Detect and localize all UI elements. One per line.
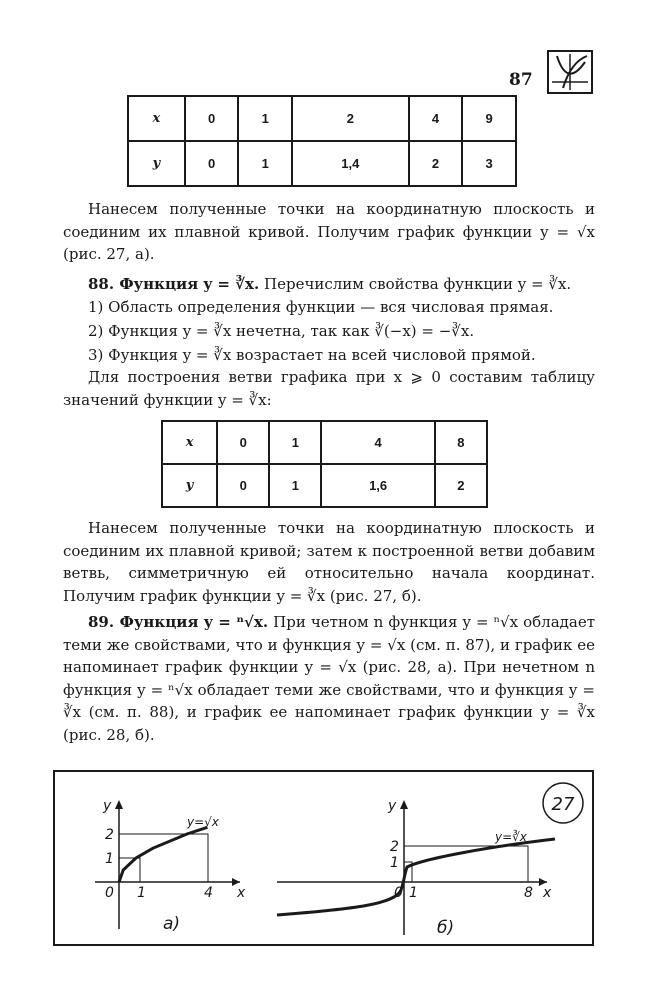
- table-cell: 0: [185, 141, 239, 186]
- function-label: y=∛x: [495, 830, 527, 844]
- table-cell: 2: [292, 96, 409, 141]
- table-cell: 0: [217, 421, 269, 464]
- table-header-y: y: [162, 464, 217, 507]
- caption-b: б): [437, 918, 455, 938]
- table-cell: 1: [269, 464, 321, 507]
- table-cell: 8: [435, 421, 487, 464]
- x-tick: 4: [204, 885, 213, 901]
- page-number: 87: [509, 70, 533, 90]
- table-header-y: y: [128, 141, 185, 186]
- table-cell: 2: [435, 464, 487, 507]
- table-intro: Для построения ветви графика при x ⩾ 0 составим таблицу значений функции y = ∛x:: [63, 368, 595, 409]
- x-tick: 1: [409, 885, 418, 901]
- table-cell: 1: [238, 96, 292, 141]
- paragraph-89: 89. Функция y = ⁿ√x. При четном n функция y = ⁿ√x обладает теми же свойствами, что и функция y = √x (см. п. 87), и график ее напоминает график функции y = √x (рис. 28, а). При нечетном n функция y = ⁿ√x обладает теми же свойствами, что и функция y = ∛x (см. п. 88), и график ее напоминает график функции y = ∛x (рис. 28, б).: [63, 613, 595, 744]
- axis-label-y: y: [103, 798, 112, 814]
- paragraph-88-conclusion: Нанесем полученные точки на координатную плоскость и соединим их плавной кривой; затем к построенной ветви добавим ветвь, симметричную ей относительно начала координат. Получим график функции y = ∛x (рис. 27, б).: [63, 519, 595, 605]
- section-89-heading: 89. Функция y = ⁿ√x.: [88, 613, 269, 631]
- property-1: 1) Область определения функции — вся числовая прямая.: [88, 298, 554, 316]
- axis-label-y: y: [388, 798, 397, 814]
- chapter-graph-icon: [547, 50, 593, 94]
- paragraph-87-conclusion: Нанесем полученные точки на координатную плоскость и соединим их плавной кривой. Получим график функции y = √x (рис. 27, а).: [63, 200, 595, 263]
- table-cell: 3: [462, 141, 516, 186]
- graph-a: [95, 798, 246, 934]
- property-3: 3) Функция y = ∛x возрастает на всей числовой прямой.: [88, 346, 536, 364]
- origin-label: 0: [394, 885, 403, 901]
- y-tick: 2: [390, 839, 399, 855]
- caption-a: а): [163, 914, 181, 934]
- y-tick: 1: [105, 851, 114, 867]
- x-tick: 8: [524, 885, 533, 901]
- y-tick: 1: [390, 855, 399, 871]
- sqrt-values-table: [127, 95, 517, 187]
- table-cell: 1,6: [321, 464, 434, 507]
- table-header-x: x: [162, 421, 217, 464]
- figure-number-badge: [543, 783, 583, 823]
- table-cell: 4: [409, 96, 463, 141]
- table-cell: 0: [217, 464, 269, 507]
- table-cell: 9: [462, 96, 516, 141]
- table-cell: 1: [238, 141, 292, 186]
- x-tick: 1: [137, 885, 146, 901]
- table-cell: 4: [321, 421, 434, 464]
- graph-b: [277, 798, 555, 938]
- table-header-x: x: [128, 96, 185, 141]
- section-88-heading: 88. Функция y = ∛x.: [88, 275, 260, 293]
- sqrt-curve: [119, 827, 207, 882]
- svg-text:27: 27: [551, 794, 575, 815]
- cbrt-curve: [277, 839, 555, 915]
- axis-label-x: x: [543, 885, 552, 901]
- y-tick: 2: [105, 827, 114, 843]
- property-2: 2) Функция y = ∛x нечетна, так как ∛(−x) = −∛x.: [88, 322, 475, 340]
- origin-label: 0: [105, 885, 114, 901]
- table-cell: 2: [409, 141, 463, 186]
- table-cell: 0: [185, 96, 239, 141]
- table-cell: 1: [269, 421, 321, 464]
- table-cell: 1,4: [292, 141, 409, 186]
- paragraph-88-intro: 88. Функция y = ∛x. Перечислим свойства функции y = ∛x.: [88, 275, 572, 293]
- function-label: y=√x: [187, 815, 219, 829]
- axis-label-x: x: [237, 885, 246, 901]
- figure-27: [53, 770, 594, 946]
- cbrt-values-table: [161, 420, 488, 508]
